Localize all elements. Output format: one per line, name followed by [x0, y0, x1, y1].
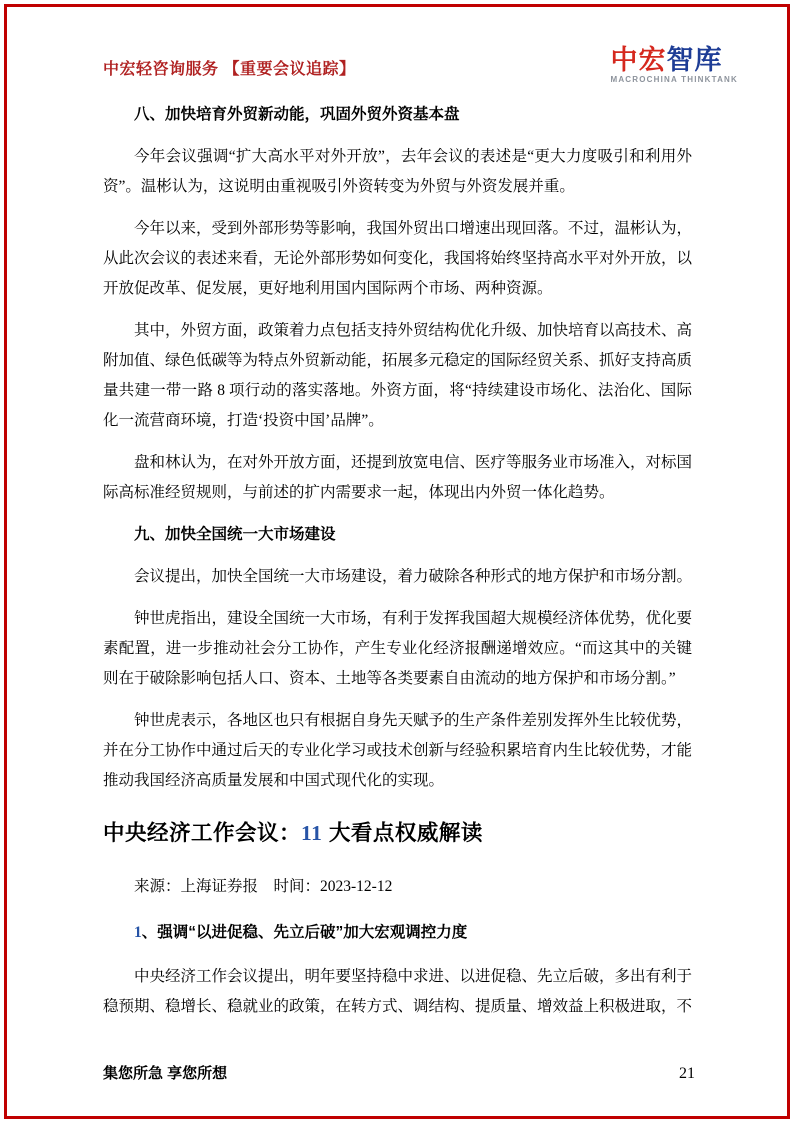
section-heading-text: 、强调“以进促稳、先立后破”加大宏观调控力度 [141, 924, 468, 941]
paragraph: 盘和林认为，在对外开放方面，还提到放宽电信、医疗等服务业市场准入，对标国际高标准经贸规则，与前述的扩内需要求一起，体现出内外贸一体化趋势。 [103, 454, 693, 501]
paragraph: 钟世虎指出，建设全国统一大市场，有利于发挥我国超大规模经济体优势，优化要素配置，进一步推动社会分工协作，产生专业化经济报酬递增效应。“而这其中的关键则在于破除影响包括人口、资本、土地等各类要素自由流动的地方保护和市场分割。” [103, 610, 693, 687]
article-title [103, 820, 692, 846]
page-header [103, 46, 738, 94]
article-title-suffix: 大看点权威解读 [322, 821, 483, 845]
logo-text-red: 中宏 [610, 45, 667, 75]
section-heading-1 [103, 918, 692, 948]
page-footer [103, 1062, 695, 1083]
macrochina-logo [610, 46, 738, 84]
document-body [103, 100, 692, 1034]
paragraph: 钟世虎表示，各地区也只有根据自身先天赋予的生产条件差别发挥外生比较优势，并在分工协作中通过后天的专业化学习或技术创新与经验积累培育内生比较优势，才能推动我国经济高质量发展和中国式现代化的实现。 [103, 712, 693, 789]
logo-text-blue: 智库 [666, 45, 723, 75]
paragraph: 中央经济工作会议提出，明年要坚持稳中求进、以进促稳、先立后破，多出有利于稳预期、稳增长、稳就业的政策，在转方式、调结构、提质量、增效益上积极进取，不 [103, 968, 693, 1015]
header-title: 中宏轻咨询服务 【重要会议追踪】 [103, 61, 356, 78]
paragraph: 会议提出，加快全国统一大市场建设，着力破除各种形式的地方保护和市场分割。 [134, 568, 693, 585]
section-heading-8: 八、加快培育外贸新动能，巩固外贸外资基本盘 [134, 106, 460, 123]
section-heading-9: 九、加快全国统一大市场建设 [134, 526, 336, 543]
page-number: 21 [679, 1065, 695, 1082]
article-title-number: 11 [301, 821, 323, 845]
paragraph: 今年以来，受到外部形势等影响，我国外贸出口增速出现回落。不过，温彬认为，从此次会议的表述来看，无论外部形势如何变化，我国将始终坚持高水平对外开放，以开放促改革、促发展，更好地利用国内国际两个市场、两种资源。 [103, 220, 693, 297]
paragraph: 今年会议强调“扩大高水平对外开放”，去年会议的表述是“更大力度吸引和利用外资”。温彬认为，这说明由重视吸引外资转变为外贸与外资发展并重。 [103, 148, 692, 195]
paragraph: 其中，外贸方面，政策着力点包括支持外贸结构优化升级、加快培育以高技术、高附加值、绿色低碳等为特点外贸新动能，拓展多元稳定的国际经贸关系、抓好支持高质量共建一带一路 8 项行动的落实落地。外资方面，将“持续建设市场化、法治化、国际化一流营商环境，打造‘投资中国’品牌”。 [103, 322, 693, 429]
article-title-prefix: 中央经济工作会议： [103, 821, 302, 845]
logo-subtitle: MACROCHINA THINKTANK [610, 75, 738, 84]
section-number: 1 [134, 924, 142, 941]
footer-slogan: 集您所急 享您所想 [103, 1065, 228, 1082]
source-time-line: 来源：上海证券报 时间：2023-12-12 [134, 878, 393, 895]
logo-wordmark [610, 46, 738, 74]
